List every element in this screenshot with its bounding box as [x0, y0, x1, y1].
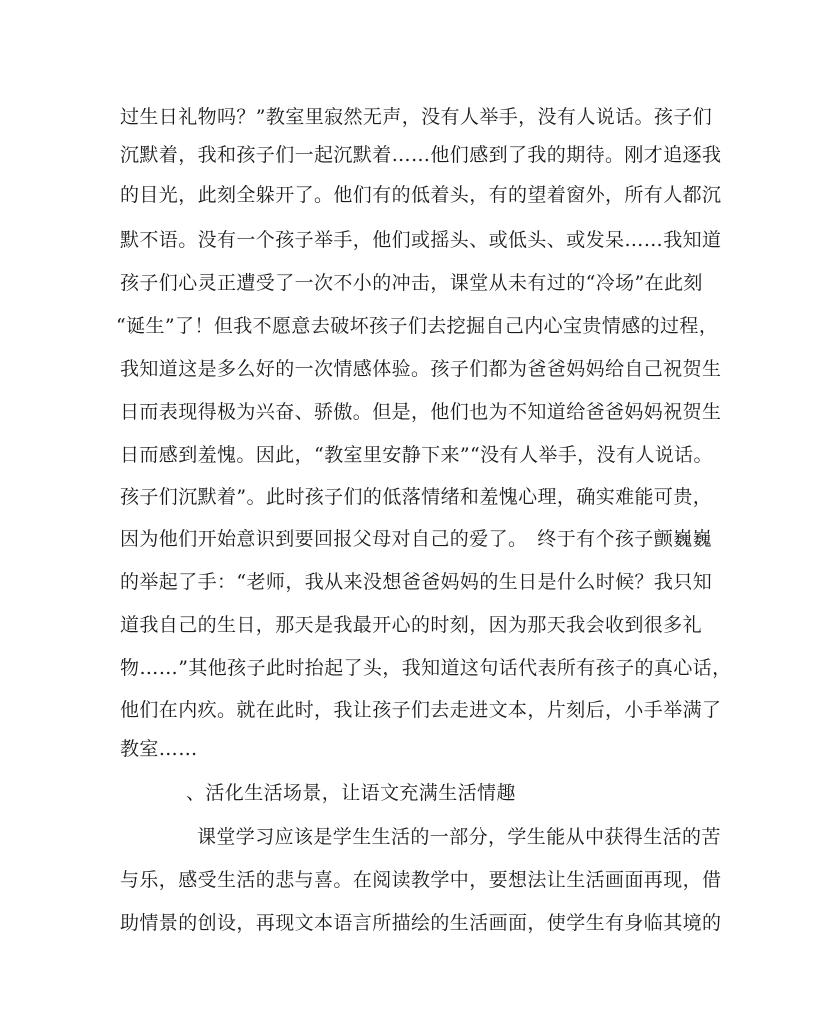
text-line: 日而表现得极为兴奋、骄傲。但是，他们也为不知道给爸爸妈妈祝贺生: [120, 401, 722, 423]
paragraph-line: 课堂学习应该是学生生活的一部分，学生能从中获得生活的苦: [197, 826, 721, 848]
paragraph-line: 与乐，感受生活的悲与喜。在阅读教学中，要想法让生活画面再现，借: [120, 869, 722, 891]
text-line: 的举起了手：“老师，我从来没想爸爸妈妈的生日是什么时候？我只知: [120, 571, 713, 593]
text-line: 过生日礼物吗？”教室里寂然无声，没有人举手，没有人说话。孩子们: [120, 106, 713, 128]
text-line: 物……”其他孩子此时抬起了头，我知道这句话代表所有孩子的真心话，: [120, 657, 732, 679]
text-line: 教室……: [120, 738, 198, 760]
paragraph-line: 助情景的创设，再现文本语言所描绘的生活画面，使学生有身临其境的: [120, 912, 722, 934]
text-line: 的目光，此刻全躲开了。他们有的低着头，有的望着窗外，所有人都沉: [120, 184, 722, 206]
section-heading: 、活化生活场景，让语文充满生活情趣: [186, 782, 516, 804]
text-line: 日而感到羞愧。因此，“教室里安静下来”“没有人举手，没有人说话。: [120, 444, 713, 466]
text-line: 孩子们沉默着”。此时孩子们的低落情绪和羞愧心理，确实难能可贵，: [120, 486, 713, 508]
text-line: 孩子们心灵正遭受了一次不小的冲击，课堂从未有过的“冷场”在此刻: [120, 272, 703, 294]
text-line: 沉默着，我和孩子们一起沉默着……他们感到了我的期待。刚才追逐我: [120, 144, 722, 166]
text-line: 我知道这是多么好的一次情感体验。孩子们都为爸爸妈妈给自己祝贺生: [120, 358, 722, 380]
text-line: 他们在内疚。就在此时，我让孩子们去走进文本，片刻后，小手举满了: [120, 699, 722, 721]
text-line: “诞生”了！但我不愿意去破坏孩子们去挖掘自己内心宝贵情感的过程，: [116, 315, 719, 337]
text-line: 道我自己的生日，那天是我最开心的时刻，因为那天我会收到很多礼: [120, 614, 703, 636]
text-line: 默不语。没有一个孩子举手，他们或摇头、或低头、或发呆……我知道: [120, 229, 722, 251]
text-line: 因为他们开始意识到要回报父母对自己的爱了。 终于有个孩子颤巍巍: [120, 528, 712, 550]
